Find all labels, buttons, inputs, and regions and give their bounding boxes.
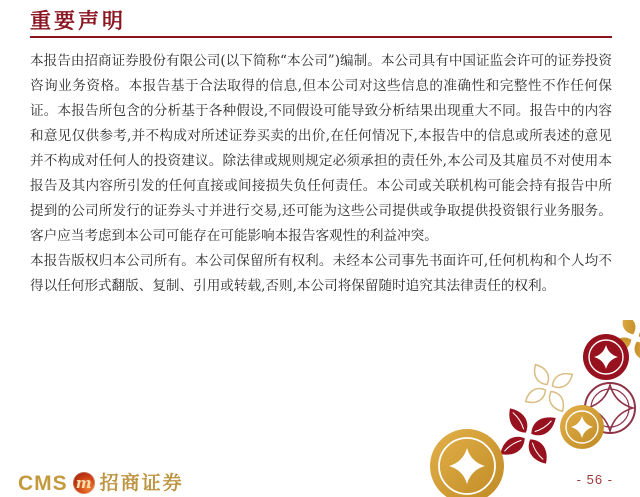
cms-logo-chinese: 招商证券 bbox=[99, 471, 184, 494]
disclaimer-paragraph-2: 本报告版权归本公司所有。本公司保留所有权利。未经本公司事先书面许可,任何机构和个人均不得以任何形式翻版、复制、引用或转载,否则,本公司将保留随时追究其法律责任的权利。 bbox=[30, 253, 612, 294]
gold-flower-icon bbox=[607, 320, 640, 366]
page-title: 重要声明 bbox=[30, 8, 126, 33]
cms-logo-text: CMS bbox=[18, 471, 68, 495]
page-footer bbox=[18, 472, 613, 494]
cms-logo bbox=[18, 472, 184, 494]
red-coin-icon bbox=[583, 334, 629, 380]
small-gold-coin-icon bbox=[560, 405, 604, 449]
coin-flower-decoration-icon bbox=[420, 320, 640, 497]
cms-m-badge-icon bbox=[73, 472, 95, 494]
disclaimer-text bbox=[30, 49, 612, 299]
page-number: - 56 - bbox=[576, 472, 613, 487]
red-flower-icon bbox=[494, 402, 562, 470]
disclaimer-paragraph-1: 本报告由招商证券股份有限公司(以下简称“本公司”)编制。本公司具有中国证监会许可的证券投资咨询业务资格。本报告基于合法取得的信息,但本公司对这些信息的准确性和完整性不作任何保证。本报告所包含的分析基于各种假设,不同假设可能导致分析结果出现重大不同。报告中的内容和意见仅供参考,并不构成对所述证券买卖的出价,在任何情况下,本报告中的信息或所表述的意见并不构成对任何人的投资建议。除法律或规则规定必须承担的责任外,本公司及其雇员不对使用本报告及其内容所引发的任何直接或间接损失负任何责任。本公司或关联机构可能会持有报告中所提到的公司所发行的证券头寸并进行交易,还可能为这些公司提供或争取提供投资银行业务服务。客户应当考虑到本公司可能存在可能影响本报告客观性的利益冲突。 bbox=[30, 53, 612, 244]
gold-outline-flower-icon bbox=[520, 359, 577, 416]
cms-m-letter: m bbox=[75, 473, 92, 492]
maroon-outline-coin-icon bbox=[585, 383, 635, 433]
title-divider bbox=[30, 36, 612, 38]
